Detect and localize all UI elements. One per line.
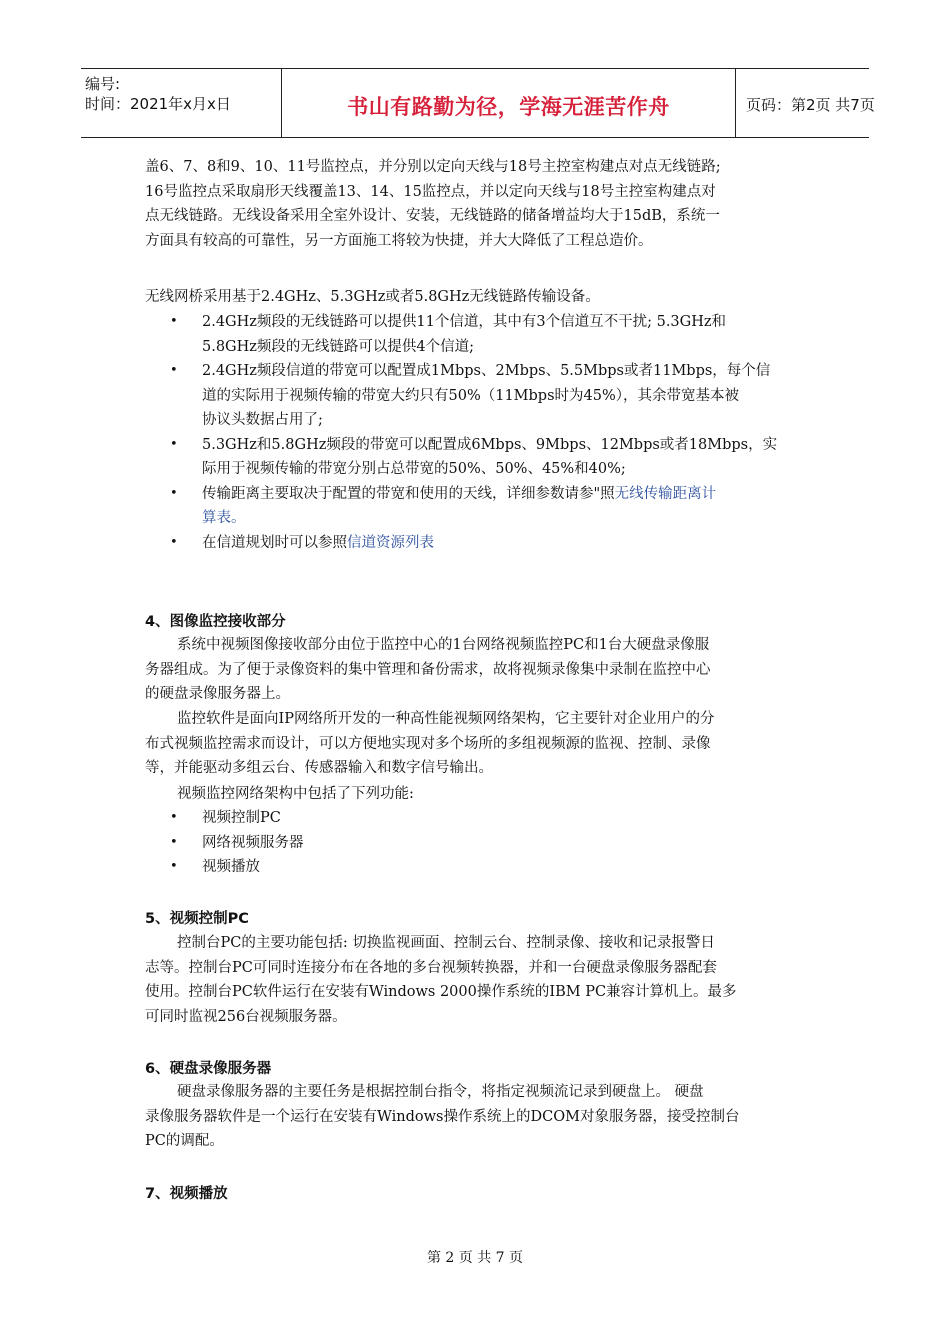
text-line: 使用。控制台PC软件运行在安装有Windows 2000操作系统的IBM PC兼容计算机上。最多 [145,984,737,1000]
bullet-icon: • [170,363,178,378]
text-line: 等，并能驱动多组云台、传感器输入和数字信号输出。 [145,760,493,776]
list-item [168,359,818,433]
text-line: 2.4GHz频段信道的带宽可以配置成1Mbps、2Mbps、5.5Mbps或者11Mbps，每个信 [202,363,771,379]
text-line: 系统中视频图像接收部分由位于监控中心的1台网络视频监控PC和1台大硬盘录像服 [177,637,710,653]
list-item [168,855,818,880]
text-line: 录像服务器软件是一个运行在安装有Windows操作系统上的DCOM对象服务器，接受控制台 [145,1108,740,1125]
bullet-icon: • [170,810,178,825]
bullet-icon: • [170,834,178,850]
bullet-icon: • [170,436,178,452]
text-span: 在信道规划时可以参照 [202,534,347,551]
bullet-icon: • [170,314,178,329]
function-list [168,806,818,880]
page-number-label: 页码：第2页 共7页 [746,96,875,114]
distance-table-link-cont[interactable]: 算表。 [202,510,246,526]
bridge-bullet-list [168,310,818,555]
section-heading: 7、视频播放 [145,1186,228,1202]
page-header [81,68,875,138]
sec4-paragraph-3 [145,782,820,807]
intro-paragraph [145,155,820,253]
section-heading: 5、视频控制PC [145,911,249,927]
text-line: 道的实际用于视频传输的带宽大约只有50%（11Mbps时为45%），其余带宽基本被 [202,387,740,404]
page-footer: 第 2 页 共 7 页 [426,1250,524,1266]
text-line: 视频监控网络架构中包括了下列功能: [177,786,414,802]
text-line: PC的调配。 [145,1133,224,1149]
text-line: 控制台PC的主要功能包括: 切换监视画面、控制云台、控制录像、接收和记录报警日 [177,935,715,951]
motto-text: 书山有路勤为径，学海无涯苦作舟 [347,95,670,119]
header-motto-cell [282,69,736,137]
text-line: 视频控制PC [202,810,281,826]
text-line: 无线网桥采用基于2.4GHz、5.3GHz或者5.8GHz无线链路传输设备。 [145,289,600,305]
bridge-intro [145,285,820,310]
header-meta-cell [81,69,282,137]
text-line: 点无线链路。无线设备采用全室外设计、安装，无线链路的储备增益均大于15dB，系统一 [145,208,720,224]
text-line: 网络视频服务器 [202,834,304,851]
list-item [168,531,818,556]
distance-table-link[interactable]: 无线传输距离计 [614,485,717,502]
text-line: 监控软件是面向IP网络所开发的一种高性能视频网络架构，它主要针对企业用户的分 [177,711,715,727]
text-line: 视频播放 [202,859,260,875]
channel-resource-link[interactable]: 信道资源列表 [347,534,434,551]
text-line: 协议头数据占用了; [202,412,323,428]
text-line: 的硬盘录像服务器上。 [145,686,290,702]
text-line: 志等。控制台PC可同时连接分布在各地的多台视频转换器，并和一台硬盘录像服务器配套 [145,959,717,976]
text-line: 务器组成。为了便于录像资料的集中管理和备份需求，故将视频录像集中录制在监控中心 [145,661,711,678]
text-line: 盖6、7、8和9、10、11号监控点，并分别以定向天线与18号主控室构建点对点无线链路; [145,159,721,175]
sec5-paragraph [145,931,820,1029]
list-item [168,806,818,831]
section-heading: 6、硬盘录像服务器 [145,1061,272,1077]
list-item [168,831,818,856]
text-line: 可同时监视256台视频服务器。 [145,1008,347,1025]
text-line: 2.4GHz频段的无线链路可以提供11个信道，其中有3个信道互不干扰; 5.3GHz和 [202,314,727,330]
bullet-icon: • [170,534,178,550]
text-line: 5.8GHz频段的无线链路可以提供4个信道; [202,338,475,355]
text-span: 传输距离主要取决于配置的带宽和使用的天线，详细参数请参"照 [202,485,615,502]
section-heading: 4、图像监控接收部分 [145,614,286,630]
header-page-cell [736,69,875,137]
serial-label: 编号: [85,75,121,93]
sec4-paragraph-1 [145,633,820,707]
sec4-paragraph-2 [145,707,820,781]
text-line: 际用于视频传输的带宽分别占总带宽的50%、50%、45%和40%; [202,461,626,477]
list-item [168,433,818,482]
bullet-icon: • [170,485,178,501]
text-line: 5.3GHz和5.8GHz频段的带宽可以配置成6Mbps、9Mbps、12Mbps或者18Mbps，实 [202,436,778,453]
text-line: 16号监控点采取扇形天线覆盖13、14、15监控点，并以定向天线与18号主控室构建点对 [145,183,716,200]
list-item [168,310,818,359]
text-line: 硬盘录像服务器的主要任务是根据控制台指令，将指定视频流记录到硬盘上。 硬盘 [177,1084,704,1100]
sec6-paragraph [145,1080,820,1154]
bullet-icon: • [170,859,178,874]
date-label: 时间：2021年x月x日 [85,95,231,113]
text-line: 方面具有较高的可靠性，另一方面施工将较为快捷，并大大降低了工程总造价。 [145,232,653,249]
list-item [168,482,818,531]
text-line: 布式视频监控需求而设计，可以方便地实现对多个场所的多组视频源的监视、控制、录像 [145,735,711,752]
